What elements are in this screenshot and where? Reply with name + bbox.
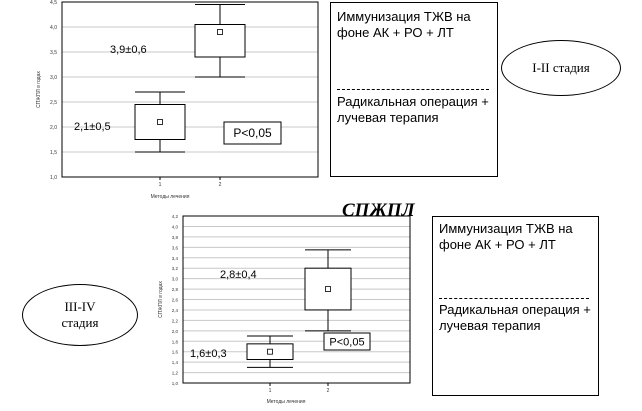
x-axis-label: Методы лечения [150, 194, 190, 200]
y-tick-label: 1,5 [50, 150, 57, 156]
y-tick-label: 3,0 [171, 276, 178, 282]
box-value-label: 2,1±0,5 [74, 121, 111, 133]
y-axis-label: СПЖПЛ в годах [36, 71, 42, 108]
legend-box-2 [432, 216, 599, 396]
x-axis-label: Методы лечения [266, 399, 306, 405]
y-tick-label: 3,8 [171, 234, 178, 240]
x-tick-label: 1 [268, 388, 272, 394]
y-tick-label: 2,5 [50, 100, 57, 106]
y-tick-label: 1,6 [171, 349, 178, 355]
plot-frame [62, 2, 318, 177]
y-axis-label: СПЖПЛ в годах [158, 281, 164, 318]
stage-label-late-text: III-IV стадия [61, 299, 99, 330]
y-tick-label: 1,4 [171, 360, 178, 366]
box [135, 105, 185, 140]
legend-group1-label: Иммунизация ТЖВ на фоне АК + РО + ЛТ [337, 9, 471, 40]
y-tick-label: 4,2 [171, 214, 178, 219]
legend-group2-label: Радикальная операция + лучевая терапия [337, 94, 489, 125]
y-tick-label: 1,0 [50, 175, 57, 181]
y-tick-label: 2,0 [171, 328, 178, 334]
legend-dashed-divider [439, 298, 589, 299]
y-tick-label: 3,4 [171, 255, 178, 261]
y-tick-label: 1,8 [171, 339, 178, 345]
center-title: СПЖПЛ [342, 200, 415, 221]
stage-label-early [501, 40, 621, 96]
p-value-label: P<0,05 [233, 126, 272, 140]
y-tick-label: 2,0 [50, 125, 57, 131]
box-value-label: 3,9±0,6 [110, 44, 147, 56]
y-tick-label: 3,6 [171, 245, 178, 251]
y-tick-label: 3,2 [171, 266, 178, 272]
x-tick-label: 2 [218, 182, 222, 188]
x-tick-label: 1 [158, 182, 162, 188]
chart-2 [140, 205, 430, 411]
y-tick-label: 4,0 [171, 224, 178, 230]
stage-label-early-text: I-II стадия [532, 60, 590, 75]
stage-label-late [22, 284, 138, 346]
y-tick-label: 2,2 [171, 318, 178, 324]
legend-box-1 [330, 2, 498, 177]
y-tick-label: 2,4 [171, 307, 178, 313]
x-tick-label: 2 [326, 388, 330, 394]
legend-group1-label: Иммунизация ТЖВ на фоне АК + РО + ЛТ [439, 221, 573, 252]
chart-1 [0, 0, 330, 205]
y-tick-label: 4,5 [50, 0, 57, 6]
legend-dashed-divider [337, 89, 489, 90]
box [247, 344, 293, 360]
box-value-label: 2,8±0,4 [220, 269, 257, 281]
legend-group2-label: Радикальная операция + лучевая терапия [439, 302, 591, 333]
y-tick-label: 4,0 [50, 25, 57, 31]
y-tick-label: 1,0 [171, 381, 178, 386]
y-tick-label: 2,8 [171, 287, 178, 293]
box [305, 268, 351, 310]
y-tick-label: 2,6 [171, 297, 178, 303]
box-value-label: 1,6±0,3 [190, 348, 227, 360]
y-tick-label: 3,0 [50, 75, 57, 81]
p-value-label: P<0,05 [329, 336, 365, 349]
y-tick-label: 3,5 [50, 50, 57, 56]
y-tick-label: 1,2 [171, 370, 178, 376]
